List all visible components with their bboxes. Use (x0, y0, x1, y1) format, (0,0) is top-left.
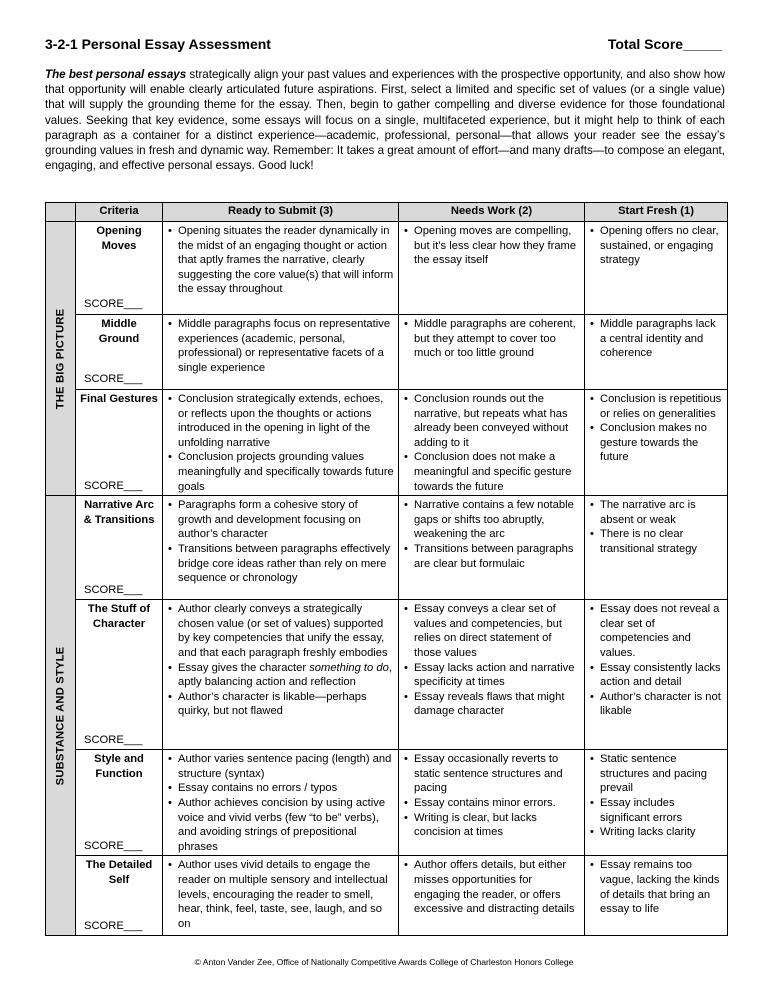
bullet-list (589, 392, 723, 465)
table-row (46, 315, 728, 390)
bullet-list (403, 224, 580, 268)
criteria-name: Middle Ground (98, 318, 140, 345)
bullet-item: • Narrative contains a few notable gaps or shifts too abruptly, weakening the arc (403, 498, 580, 542)
fresh-cell (585, 315, 728, 390)
fresh-cell (585, 600, 728, 750)
bullet-item: • Conclusion is repetitious or relies on generalities (589, 392, 723, 421)
bullet-item: • Conclusion rounds out the narrative, but repeats what has already been conveyed without adding to it (403, 392, 580, 450)
bullet-item (167, 661, 394, 690)
fresh-cell (585, 750, 728, 856)
ready-cell (163, 750, 399, 856)
criteria-cell (76, 315, 163, 390)
bullet-item: • Author uses vivid details to engage the reader on multiple sensory and intellectual levels, encouraging the reader to smell, hear, think, feel, taste, see, laugh, and so on (167, 858, 394, 931)
bullet-item: • Essay conveys a clear set of values and competencies, but relies on direct statement of those values (403, 602, 580, 660)
bullet-item: • Essay includes significant errors (589, 796, 723, 825)
header (45, 36, 722, 56)
score-field: SCORE___ (84, 839, 143, 852)
bullet-item: • Transitions between paragraphs are clear but formulaic (403, 542, 580, 571)
bullet-item: • Opening offers no clear, sustained, or engaging strategy (589, 224, 723, 268)
fresh-cell (585, 222, 728, 315)
score-field: SCORE___ (84, 298, 143, 311)
criteria-name: Final Gestures (80, 393, 158, 405)
ready-cell (163, 222, 399, 315)
fresh-cell (585, 390, 728, 496)
bullet-list (589, 752, 723, 840)
column-header: Needs Work (2) (399, 203, 585, 222)
bullet-list (167, 498, 394, 586)
total-score-field: Total Score_____ (607, 36, 722, 52)
bullet-item: • Essay occasionally reverts to static sentence structures and pacing (403, 752, 580, 796)
table-row (46, 390, 728, 496)
bullet-item: • Essay remains too vague, lacking the kinds of details that bring an essay to life (589, 858, 723, 916)
bullet-item: • Transitions between paragraphs effectively bridge core ideas rather than rely on mere sequence or chronology (167, 542, 394, 586)
rubric-table (45, 202, 728, 936)
needs-cell (399, 315, 585, 390)
bullet-item: • Author’s character is likable—perhaps quirky, but not flawed (167, 690, 394, 719)
bullet-item: • Writing lacks clarity (589, 825, 723, 840)
bullet-item: • There is no clear transitional strategy (589, 527, 723, 556)
table-header-row (46, 203, 728, 222)
bullet-list (167, 317, 394, 375)
table-row (46, 856, 728, 936)
criteria-name: Opening Moves (96, 225, 142, 252)
score-field: SCORE___ (84, 479, 143, 492)
score-field: SCORE___ (84, 919, 143, 932)
ready-cell (163, 600, 399, 750)
bullet-list (167, 602, 394, 719)
intro-lead: The best personal essays (45, 68, 187, 81)
column-header: Criteria (76, 203, 163, 222)
bullet-item: • Middle paragraphs focus on representative experiences (academic, personal, professional) or representative facets of a single experience (167, 317, 394, 375)
bullet-item: • Middle paragraphs are coherent, but they attempt to cover too much or too little ground (403, 317, 580, 361)
needs-cell (399, 750, 585, 856)
table-row (46, 600, 728, 750)
bullet-item: • Author clearly conveys a strategically chosen value (or set of values) supported by key competencies that unify the essay, and that each paragraph freshly embodies (167, 602, 394, 660)
bullet-list (403, 752, 580, 840)
needs-cell (399, 496, 585, 600)
fresh-cell (585, 856, 728, 936)
bullet-list (589, 602, 723, 719)
criteria-name: Style and Function (94, 753, 144, 780)
bullet-item: • Author’s character is not likable (589, 690, 723, 719)
bullet-item: • Writing is clear, but lacks concision at times (403, 811, 580, 840)
bullet-list (167, 392, 394, 494)
section-label-cell (46, 496, 76, 936)
intro-text: strategically align your past values and experiences with the prospective opportunity, and also show how that opportunity will enable clearly articulated future aspirations. First, select a limited and specific set of values (or a single value) that will supply the grounding theme for the essay. Then, begin to gather compelling and diverse evidence for those foundational values. Seeking that key evidence, some essays will focus on a single, multifaceted experience, but it might help to think of each paragraph as a container for a distinct experience—academic, professional, personal—that allows your reader see the essay’s grounding values in fresh and dynamic way. Remember: It takes a great amount of effort—and many drafts—to compose an elegant, engaging, and effective personal essays. Good luck! (45, 68, 726, 173)
bullet-item: • Essay lacks action and narrative specificity at times (403, 661, 580, 690)
bullet-item: • Conclusion strategically extends, echoes, or reflects upon the thoughts or actions introduced in the opening in light of the unfolding narrative (167, 392, 394, 450)
bullet-list (403, 317, 580, 361)
needs-cell (399, 600, 585, 750)
criteria-name: Narrative Arc & Transitions (83, 499, 155, 526)
criteria-cell (76, 856, 163, 936)
bullet-item: • Paragraphs form a cohesive story of growth and development focusing on author’s character (167, 498, 394, 542)
score-field: SCORE___ (84, 583, 143, 596)
ready-cell (163, 315, 399, 390)
table-row (46, 750, 728, 856)
ready-cell (163, 390, 399, 496)
bullet-item: • Essay contains minor errors. (403, 796, 580, 811)
needs-cell (399, 856, 585, 936)
bullet-text: Essay gives the character (178, 661, 310, 674)
intro-paragraph (45, 67, 725, 173)
bullet-list (589, 224, 723, 268)
bullet-item: • Conclusion projects grounding values meaningfully and specifically towards future goals (167, 450, 394, 494)
bullet-item: • Essay contains no errors / typos (167, 781, 394, 796)
bullet-list (589, 317, 723, 361)
bullet-list (167, 752, 394, 854)
criteria-cell (76, 600, 163, 750)
bullet-item: • Conclusion does not make a meaningful and specific gesture towards the future (403, 450, 580, 494)
ready-cell (163, 856, 399, 936)
page-title: 3-2-1 Personal Essay Assessment (45, 36, 271, 52)
bullet-item: • The narrative arc is absent or weak (589, 498, 723, 527)
score-field: SCORE___ (84, 373, 143, 386)
criteria-cell (76, 750, 163, 856)
bullet-item: • Author achieves concision by using active voice and vivid verbs (few “to be” verbs), and avoiding strings of prepositional phrases (167, 796, 394, 854)
italic-text: something to do (309, 661, 389, 674)
table-row (46, 222, 728, 315)
score-field: SCORE___ (84, 733, 143, 746)
bullet-item: • Essay reveals flaws that might damage character (403, 690, 580, 719)
criteria-cell (76, 222, 163, 315)
bullet-item: • Author offers details, but either misses opportunities for engaging the reader, or offers excessive and distracting details (403, 858, 580, 916)
bullet-list (167, 858, 394, 931)
bullet-item: • Opening situates the reader dynamically in the midst of an engaging thought or action that aptly frames the narrative, clearly suggesting the core value(s) that will inform the essay throughout (167, 224, 394, 297)
bullet-item: • Middle paragraphs lack a central identity and coherence (589, 317, 723, 361)
bullet-item: • Essay consistently lacks action and detail (589, 661, 723, 690)
bullet-item: • Author varies sentence pacing (length) and structure (syntax) (167, 752, 394, 781)
bullet-list (403, 498, 580, 571)
section-label-cell (46, 222, 76, 496)
needs-cell (399, 390, 585, 496)
criteria-cell (76, 496, 163, 600)
header-corner (46, 203, 76, 222)
criteria-name: The Stuff of Character (87, 603, 151, 630)
ready-cell (163, 496, 399, 600)
column-header: Start Fresh (1) (585, 203, 728, 222)
needs-cell (399, 222, 585, 315)
column-header: Ready to Submit (3) (163, 203, 399, 222)
table-row (46, 496, 728, 600)
fresh-cell (585, 496, 728, 600)
bullet-item: • Static sentence structures and pacing prevail (589, 752, 723, 796)
section-label: SUBSTANCE AND STYLE (54, 646, 67, 786)
section-label: THE BIG PICTURE (54, 308, 67, 409)
bullet-item: • Essay does not reveal a clear set of competencies and values. (589, 602, 723, 660)
bullet-list (403, 392, 580, 494)
bullet-text: , aptly balancing action and reflection (178, 661, 392, 689)
bullet-item: • Conclusion makes no gesture towards the future (589, 421, 723, 465)
bullet-list (589, 498, 723, 556)
bullet-list (589, 858, 723, 916)
footer-credit: © Anton Vander Zee, Office of Nationally Competitive Awards College of Charleston Honors College (194, 957, 574, 967)
criteria-name: The Detailed Self (85, 859, 153, 886)
bullet-list (403, 602, 580, 719)
bullet-list (167, 224, 394, 297)
criteria-cell (76, 390, 163, 496)
bullet-item: • Opening moves are compelling, but it’s less clear how they frame the essay itself (403, 224, 580, 268)
bullet-list (403, 858, 580, 916)
